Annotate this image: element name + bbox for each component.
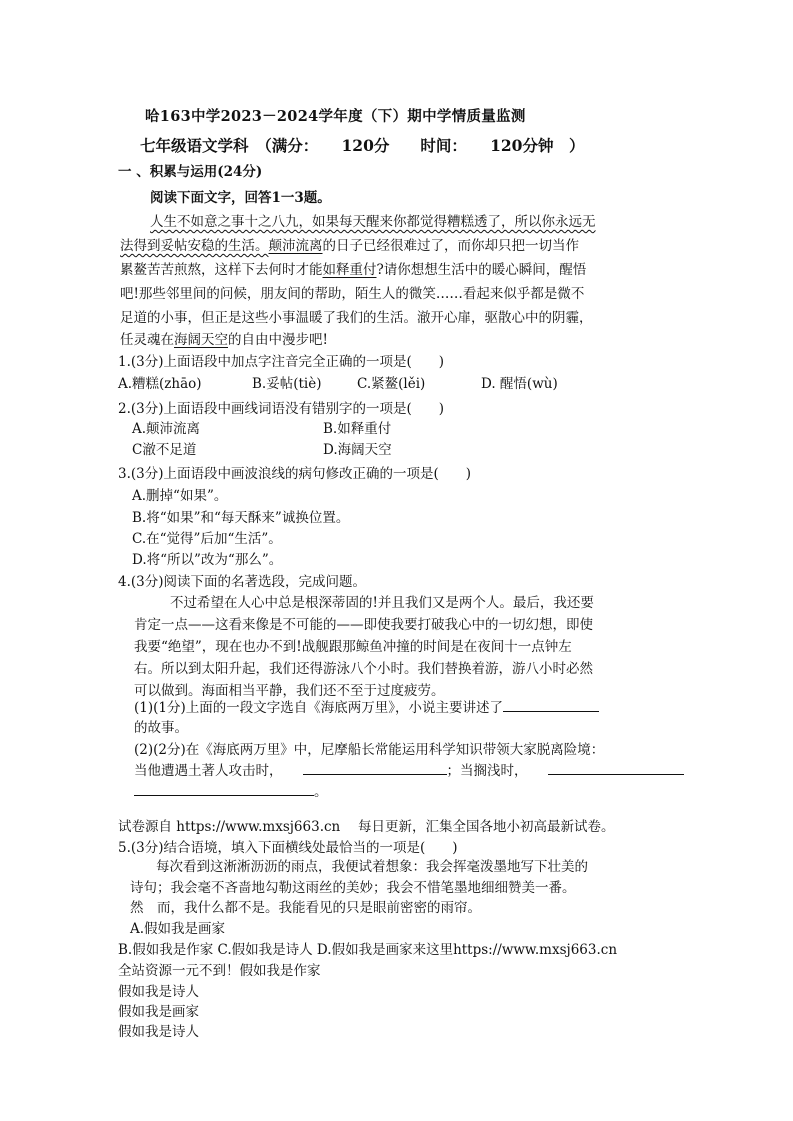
answer-blank-4[interactable]	[134, 782, 314, 796]
question-2-option-b: B.如释重付	[323, 421, 392, 437]
promo-line: 全站资源一元不到！假如我是作家	[118, 963, 321, 979]
answer-blank-1[interactable]	[503, 698, 599, 712]
sub-question-2-cont: 。	[134, 782, 328, 801]
q5-passage-line-2: 诗句；我会毫不吝啬地勾勒这雨丝的美妙；我会不惜笔墨地细细赞美一番。	[130, 880, 576, 896]
question-2-option-a: A.颠沛流离	[132, 421, 201, 437]
question-5-options-bcd: B.假如我是作家 C.假如我是诗人 D.假如我是画家来这里https://www.mxsj663.cn	[118, 942, 618, 958]
q5-passage-line-1: 每次看到这淅淅沥沥的雨点，我便试着想象：我会挥毫泼墨地写下壮美的	[156, 859, 588, 875]
passage-line-6: 任灵魂在海阔天空的自由中漫步吧!	[120, 332, 328, 348]
question-3-option-b: B.将“如果”和“每天酥来”诚换位置。	[132, 510, 350, 526]
question-3-option-c: C.在“觉得”后加“生活”。	[132, 531, 282, 547]
option-repeat-1: 假如我是诗人	[118, 984, 199, 1000]
question-3-stem: 3.(3分)上面语段中画波浪线的病句修改正确的一项是( )	[118, 466, 472, 482]
source-notice: 试卷源自 https://www.mxsj663.cn 每日更新，汇集全国各地小初高最新试卷。	[118, 819, 615, 835]
question-2-option-d: D.海阔天空	[323, 442, 392, 458]
passage-line-2: 法得到妥帖安稳的生活。颠沛流离的日子已经很难过了，而你却只把一切当作	[120, 238, 579, 254]
question-1-option-a: A.糟糕(zhāo)	[118, 376, 202, 392]
excerpt-line-4: 右。所以到太阳升起，我们还得游泳八个小时。我们替换着游，游八小时必然	[134, 661, 593, 677]
sub-question-1-end: 的故事。	[134, 720, 188, 736]
question-5-option-a: A.假如我是画家	[130, 921, 226, 937]
sub-question-2: (2)(2分)在《海底两万里》中，尼摩船长常能运用科学知识带领大家脱离险境：	[134, 742, 605, 758]
exam-subtitle: 七年级语文学科 （满分： 120分 时间： 120分钟 ）	[140, 136, 585, 155]
excerpt-line-5: 可以做到。海面相当平静，我们还不至于过度疲劳。	[134, 683, 445, 699]
passage-line-1	[150, 213, 596, 231]
q5-passage-line-3: 然 而，我什么都不是。我能看见的只是眼前密密的雨帘。	[130, 900, 481, 916]
question-3-option-a: A.删掉“如果”。	[132, 488, 228, 504]
passage-line-3: 累鳌苦苦煎熬，这样下去何时才能如释重付?请你想想生活中的暖心瞬间，醒悟	[120, 262, 587, 278]
underlined-word-3: 海阔天空	[174, 332, 228, 348]
passage-line-4: 吧!那些邻里间的问候，朋友间的帮助，陌生人的微笑……看起来似乎都是微不	[120, 286, 585, 302]
question-3-option-d: D.将“所以”改为“那么”。	[132, 552, 283, 568]
answer-blank-3[interactable]	[548, 761, 684, 775]
answer-blank-2[interactable]	[303, 761, 447, 775]
question-2-option-c: C澈不足道	[132, 442, 197, 458]
section-heading: 一 、积累与运用(24分)	[118, 164, 263, 180]
reading-instruction: 阅读下面文字，回答1一3题。	[150, 190, 331, 206]
underlined-word-2: 如释重付	[322, 262, 377, 278]
excerpt-line-3: 我要“绝望”，现在也办不到!战舰跟那鲸鱼冲撞的时间是在夜间十一点钟左	[134, 639, 572, 655]
excerpt-line-1: 不过希望在人心中总是根深蒂固的!并且我们又是两个人。最后，我还要	[170, 595, 594, 611]
question-1-option-c: C.紧鳌(lěi)	[357, 376, 426, 392]
sub-question-2-blanks: 当他遭遇土著人攻击时， ；当搁浅时，	[134, 761, 684, 780]
passage-wavy-2: 法得到妥帖安稳的生活。	[120, 238, 269, 254]
underlined-word-1: 颠沛流离	[268, 238, 323, 254]
exam-title: 哈163中学2023－2024学年度（下）期中学情质量监测	[145, 108, 526, 125]
option-repeat-3: 假如我是诗人	[118, 1024, 199, 1040]
passage-line-5: 足道的小事，但正是这些小事温暖了我们的生活。澈开心扉，驱散心中的阴霾，	[120, 310, 593, 326]
question-2-stem: 2.(3分)上面语段中画线词语没有错别字的一项是( )	[118, 401, 445, 417]
option-repeat-2: 假如我是画家	[118, 1004, 199, 1020]
question-1-option-d: D. 醒悟(wù)	[481, 376, 558, 392]
sub-question-1: (1)(1分)上面的一段文字选自《海底两万里》，小说主要讲述了	[134, 698, 599, 717]
passage-wavy-1: 人生不如意之事十之八九，如果每天醒来你都觉得糟糕透了，所以你永远无	[150, 214, 596, 230]
question-5-stem: 5.(3分)结合语境，填入下面横线处最恰当的一项是( )	[118, 840, 458, 856]
question-1-option-b: B.妥帖(tiè)	[252, 376, 322, 392]
excerpt-line-2: 肯定一点——这看来像是不可能的——即使我要打破我心中的一切幻想，即使	[134, 617, 593, 633]
question-4-stem: 4.(3分)阅读下面的名著选段，完成问题。	[118, 574, 367, 590]
question-1-stem: 1.(3分)上面语段中加点字注音完全正确的一项是( )	[118, 354, 445, 370]
